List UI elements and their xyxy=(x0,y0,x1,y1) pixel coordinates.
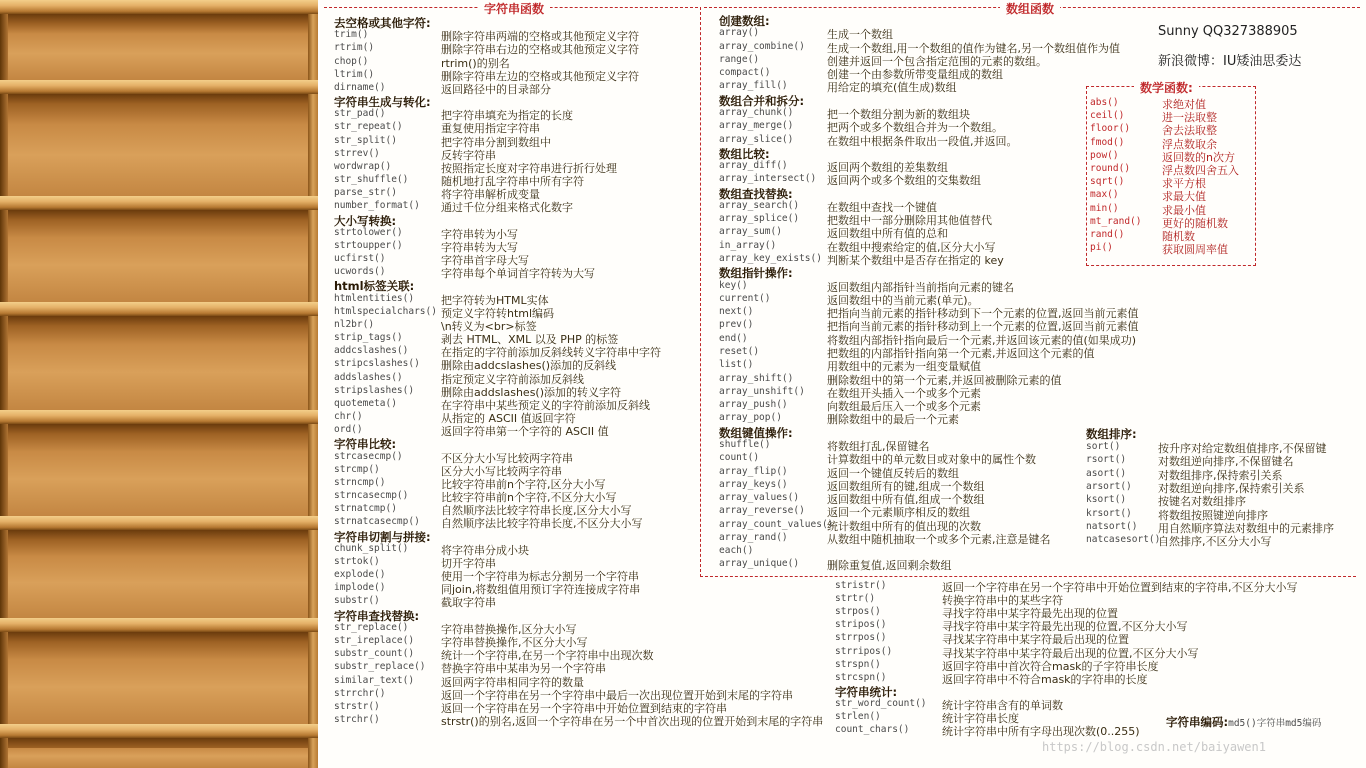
function-name: explode() xyxy=(334,569,386,581)
function-name: array_flip() xyxy=(719,465,788,477)
function-description: 对数组逆向排序,保持索引关系 xyxy=(1158,481,1305,495)
function-name: dirname() xyxy=(334,81,386,93)
function-description: 在数组中搜索给定的值,区分大小写 xyxy=(827,240,996,254)
function-name: sqrt() xyxy=(1090,176,1125,188)
function-description: 获取圆周率值 xyxy=(1162,243,1228,257)
function-name: substr() xyxy=(334,595,380,607)
function-name: array_slice() xyxy=(719,133,794,145)
function-description: 返回两个或多个数组的交集数组 xyxy=(827,174,981,188)
section-heading: 字符串统计: xyxy=(835,684,898,699)
function-name: strpos() xyxy=(835,606,881,618)
function-description: 寻找字符串中某字符最先出现的位置 xyxy=(942,607,1118,621)
function-name: array() xyxy=(719,27,760,39)
shelf-plank xyxy=(0,724,318,738)
function-name: strtolower() xyxy=(334,226,403,238)
function-description: 字符串每个单词首字符转为大写 xyxy=(441,267,595,281)
function-description: 从指定的 ASCII 值返回字符 xyxy=(441,412,576,426)
function-name: mt_rand() xyxy=(1090,215,1142,227)
function-description: 统计字符串长度 xyxy=(942,712,1019,725)
function-name: key() xyxy=(719,279,748,291)
function-name: array_pop() xyxy=(719,412,782,424)
section-heading: 数组查找替换: xyxy=(719,186,793,201)
string-encode-row xyxy=(1166,711,1321,730)
function-description: 统计数组中所有的值出现的次数 xyxy=(827,519,981,533)
function-description: 重复使用指定字符串 xyxy=(441,122,540,136)
function-name: fmod() xyxy=(1090,136,1125,148)
function-name: sort() xyxy=(1086,441,1121,452)
function-name: strstr() xyxy=(334,700,380,712)
function-description: 用自然顺序算法对数组中的元素排序 xyxy=(1158,521,1334,535)
function-name: substr_count() xyxy=(334,648,415,660)
function-description: 切开字符串 xyxy=(441,556,496,570)
function-description: 截取字符串 xyxy=(441,596,496,610)
function-description: 字符串转为小写 xyxy=(441,227,518,241)
function-name: str_word_count() xyxy=(835,697,927,709)
function-description: 计算数组中的单元数目或对象中的属性个数 xyxy=(827,453,1036,467)
function-name: rtrim() xyxy=(334,42,375,54)
function-description: 将数组内部指针指向最后一个元素,并返回该元素的值(如果成功) xyxy=(827,333,1137,347)
sort-heading: 数组排序: xyxy=(1086,427,1137,441)
function-name: array_unshift() xyxy=(719,385,805,397)
shelf-plank xyxy=(0,410,318,424)
function-name: array_keys() xyxy=(719,478,788,490)
function-description: 求平方根 xyxy=(1162,177,1206,191)
function-description: 将字符串分成小块 xyxy=(441,543,529,557)
function-name: array_splice() xyxy=(719,213,800,225)
function-description: 创建并返回一个包含指定范围的元素的数组。 xyxy=(827,54,1047,68)
function-description: 返回字符串第一个字符的 ASCII 值 xyxy=(441,425,609,439)
function-description: 返回一个元素顺序相反的数组 xyxy=(827,506,970,520)
shelf-cell xyxy=(8,316,308,410)
shelf-cell xyxy=(8,632,308,724)
function-description: 返回数组中所有值的总和 xyxy=(827,227,948,241)
function-description: 寻找字符串中某字符最先出现的位置,不区分大小写 xyxy=(942,620,1188,634)
function-description: 在数组中根据条件取出一段值,并返回。 xyxy=(827,134,1018,148)
section-heading: 去空格或其他字符: xyxy=(334,16,431,30)
php-function-cheatsheet xyxy=(320,0,1366,768)
function-description: 从数组中随机抽取一个或多个元素,注意是键名 xyxy=(827,532,1051,546)
function-description: 把指向当前元素的指针移动到下一个元素的位置,返回当前元素值 xyxy=(827,307,1139,321)
function-description: 比较字符串前n个字符,不区分大小写 xyxy=(441,491,617,505)
function-description: 删除由addcslashes()添加的反斜线 xyxy=(441,359,617,373)
function-name: htmlentities() xyxy=(334,292,415,304)
function-description: 返回数的n次方 xyxy=(1162,150,1235,164)
function-description: 替换字符串中某串为另一个字符串 xyxy=(441,662,606,676)
function-description: 返回一个键值反转后的数组 xyxy=(827,466,959,480)
function-description: 返回一个字符串在另一个字符串中开始位置到结束的字符串,不区分大小写 xyxy=(942,581,1298,594)
function-description: 字符串转为大写 xyxy=(441,240,518,254)
function-name: strrev() xyxy=(334,147,380,159)
function-name: strtr() xyxy=(835,593,876,605)
function-description: 删除字符串两端的空格或其他预定义字符 xyxy=(441,30,639,44)
function-name: strcasecmp() xyxy=(334,450,403,462)
shelf-plank xyxy=(0,618,318,632)
shelf-cell xyxy=(8,94,308,196)
function-name: chunk_split() xyxy=(334,542,409,554)
function-name: array_fill() xyxy=(719,80,788,92)
function-name: htmlspecialchars() xyxy=(334,305,437,317)
function-name: ucfirst() xyxy=(334,253,386,265)
function-description: 把数组的内部指针指向第一个元素,并返回这个元素的值 xyxy=(827,347,1095,360)
function-name: parse_str() xyxy=(334,187,397,199)
function-name: addcslashes() xyxy=(334,345,409,357)
function-description: 求绝对值 xyxy=(1162,98,1206,111)
function-name: each() xyxy=(719,545,754,557)
function-name: str_pad() xyxy=(334,108,386,120)
function-name: chop() xyxy=(334,55,369,67)
function-description: 统计一个字符串,在另一个字符串中出现次数 xyxy=(441,649,654,663)
section-heading: 数组合并和拆分: xyxy=(719,93,805,108)
math-functions-title: 数学函数: xyxy=(1134,79,1199,96)
function-name: ucwords() xyxy=(334,266,386,278)
function-description: 返回字符串中不符合mask的字符串的长度 xyxy=(942,672,1148,686)
function-name: shuffle() xyxy=(719,438,771,450)
function-description: 删除字符串左边的空格或其他预定义字符 xyxy=(441,69,639,83)
shelf-cell xyxy=(8,424,308,516)
function-description: 生成一个数组,用一个数组的值作为键名,另一个数组值作为值 xyxy=(827,41,1120,55)
function-name: strnatcmp() xyxy=(334,503,397,515)
function-description: 字符串替换操作,不区分大小写 xyxy=(441,635,588,649)
function-description: 生成一个数组 xyxy=(827,28,893,42)
function-description: rtrim()的别名 xyxy=(441,56,510,70)
section-heading: 数组键值操作: xyxy=(719,425,793,440)
function-name: count() xyxy=(719,452,760,464)
function-description: 进一法取整 xyxy=(1162,111,1217,125)
function-description: 求最大值 xyxy=(1162,190,1206,204)
function-description: 预定义字符转html编码 xyxy=(441,306,555,320)
function-name: array_reverse() xyxy=(719,505,805,517)
function-description: 同join,将数组值用预订字符连接成字符串 xyxy=(441,583,641,597)
function-description: 将数组打乱,保留键名 xyxy=(827,439,930,453)
function-description: 在数组中查找一个键值 xyxy=(827,200,937,214)
function-description: 删除数组中的最后一个元素 xyxy=(827,413,959,427)
function-description: 浮点数取余 xyxy=(1162,137,1217,151)
function-description: 删除字符串右边的空格或其他预定义字符 xyxy=(441,43,639,57)
function-name: strripos() xyxy=(835,645,893,657)
function-name: strrchr() xyxy=(334,687,386,699)
function-description: strstr()的别名,返回一个字符串在另一个中首次出现的位置开始到末尾的字符串 xyxy=(441,715,824,728)
csdn-watermark: https://blog.csdn.net/baiyawen1 xyxy=(1042,740,1266,754)
array-functions-title: 数组函数 xyxy=(1000,0,1060,17)
function-description: 字符串替换操作,区分大小写 xyxy=(441,622,577,636)
function-description: 使用一个字符串为标志分割另一个字符串 xyxy=(441,570,639,584)
function-name: pi() xyxy=(1090,242,1113,254)
function-name: str_ireplace() xyxy=(334,634,415,646)
function-description: 剥去 HTML、XML 以及 PHP 的标签 xyxy=(441,333,619,347)
function-name: ltrim() xyxy=(334,68,375,80)
function-name: strnatcasecmp() xyxy=(334,516,420,528)
string-encode-heading: 字符串编码: xyxy=(1166,715,1229,729)
function-description: 删除数组中的第一个元素,并返回被删除元素的值 xyxy=(827,373,1062,387)
shelf-cell xyxy=(8,210,308,302)
function-description: 统计字符串含有的单词数 xyxy=(942,698,1063,712)
function-name: trim() xyxy=(334,29,369,41)
shelf-cell xyxy=(8,530,308,618)
function-description: 在字符串中某些预定义的字符前添加反斜线 xyxy=(441,398,650,412)
function-description: 指定预定义字符前添加反斜线 xyxy=(441,372,584,386)
function-description: 按键名对数组排序 xyxy=(1158,495,1246,509)
section-heading: 字符串查找替换: xyxy=(334,608,420,623)
author-qq: Sunny QQ327388905 xyxy=(1158,24,1298,39)
function-description: 把字符串分割到数组中 xyxy=(441,135,551,149)
function-name: chr() xyxy=(334,411,363,423)
author-weibo: 新浪微博：IU矮油思委达 xyxy=(1158,54,1302,69)
function-name: min() xyxy=(1090,202,1119,214)
function-name: str_replace() xyxy=(334,621,409,633)
function-name: array_count_values() xyxy=(719,518,834,530)
function-name: array_chunk() xyxy=(719,106,794,118)
function-name: rand() xyxy=(1090,229,1125,240)
function-description: 不区分大小写比较两字符串 xyxy=(441,451,573,465)
function-name: natsort() xyxy=(1086,520,1138,532)
function-description: 返回一个字符串在另一个字符串中开始位置到结束的字符串 xyxy=(441,701,727,715)
function-description: 寻找某字符串中某字符最后出现的位置,不区分大小写 xyxy=(942,646,1199,660)
function-description: 向数组最后压入一个或多个元素 xyxy=(827,400,981,414)
shelf-plank xyxy=(0,80,318,94)
function-name: array_values() xyxy=(719,492,800,504)
function-name: reset() xyxy=(719,346,760,357)
function-name: implode() xyxy=(334,582,386,594)
shelf-plank xyxy=(0,516,318,530)
function-name: current() xyxy=(719,292,771,304)
shelf-plank xyxy=(0,302,318,316)
function-description: 在指定的字符前添加反斜线转义字符串中字符 xyxy=(441,346,661,360)
function-description: 创建一个由参数所带变量组成的数组 xyxy=(827,68,1003,82)
function-name: strtok() xyxy=(334,555,380,567)
function-name: array_rand() xyxy=(719,531,788,543)
function-name: substr_replace() xyxy=(334,661,426,673)
function-description: 用数组中的元素为一组变量赋值 xyxy=(827,360,981,374)
function-name: count_chars() xyxy=(835,724,910,736)
function-description: 返回两个数组的差集数组 xyxy=(827,161,948,175)
function-name: array_key_exists() xyxy=(719,253,822,265)
function-description: 舍去法取整 xyxy=(1162,124,1217,138)
function-description: 把字符转为HTML实体 xyxy=(441,293,549,307)
function-name: quotemeta() xyxy=(334,397,397,409)
function-name: compact() xyxy=(719,67,771,79)
function-name: array_sum() xyxy=(719,226,782,238)
function-name: range() xyxy=(719,53,760,65)
function-description: 返回数组所有的键,组成一个数组 xyxy=(827,479,985,493)
function-description: 按照指定长度对字符串进行折行处理 xyxy=(441,161,617,175)
function-description: 区分大小写比较两字符串 xyxy=(441,464,562,478)
function-description: 用给定的填充(值生成)数组 xyxy=(827,81,957,95)
function-description: 按升序对给定数组值排序,不保留键 xyxy=(1158,442,1327,455)
function-name: array_shift() xyxy=(719,372,794,384)
function-name: stripcslashes() xyxy=(334,358,420,370)
shelf-plank xyxy=(0,0,318,14)
function-description: 自然排序,不区分大小写 xyxy=(1158,535,1272,549)
function-description: 求最小值 xyxy=(1162,203,1206,217)
string-encode-text: md5()字符串md5编码 xyxy=(1228,718,1322,729)
function-description: 字符串首字母大写 xyxy=(441,254,529,268)
function-name: in_array() xyxy=(719,239,777,251)
shelf-cell xyxy=(8,14,308,80)
function-name: strlen() xyxy=(835,711,881,722)
function-name: abs() xyxy=(1090,97,1119,108)
function-name: floor() xyxy=(1090,123,1131,135)
function-description: 把数组中一部分删除用其他值替代 xyxy=(827,214,992,228)
function-name: array_merge() xyxy=(719,120,794,132)
function-name: similar_text() xyxy=(334,674,415,686)
function-description: 对数组逆向排序,不保留键名 xyxy=(1158,455,1294,469)
function-name: wordwrap() xyxy=(334,160,392,172)
function-description: 返回路径中的目录部分 xyxy=(441,82,551,96)
function-name: array_unique() xyxy=(719,558,800,570)
function-description: 统计字符串中所有字母出现次数(0..255) xyxy=(942,725,1140,739)
function-description: 寻找某字符串中某字符最后出现的位置 xyxy=(942,633,1129,647)
function-name: array_intersect() xyxy=(719,173,817,185)
function-description: 浮点数四舍五入 xyxy=(1162,164,1239,177)
function-description: 在数组开头插入一个或多个元素 xyxy=(827,386,981,400)
function-name: str_shuffle() xyxy=(334,174,409,186)
function-description: 删除重复值,返回剩余数组 xyxy=(827,559,952,573)
section-heading: 字符串比较: xyxy=(334,437,397,452)
function-name: krsort() xyxy=(1086,507,1132,519)
function-name: prev() xyxy=(719,319,754,331)
function-description: 比较字符串前n个字符,区分大小写 xyxy=(441,477,606,491)
function-description: 返回一个字符串在另一个字符串中最后一次出现位置开始到末尾的字符串 xyxy=(441,688,793,702)
function-description: 通过千位分组来格式化数字 xyxy=(441,201,573,215)
function-description: 返回数组内部指针当前指向元素的键名 xyxy=(827,280,1014,294)
function-name: max() xyxy=(1090,189,1119,201)
function-name: strtoupper() xyxy=(334,239,403,251)
function-description: 更好的随机数 xyxy=(1162,216,1228,230)
function-description: 删除由addslashes()添加的转义字符 xyxy=(441,385,622,399)
section-heading: 字符串切割与拼接: xyxy=(334,529,431,544)
section-heading: 数组比较: xyxy=(719,146,770,161)
function-name: array_combine() xyxy=(719,40,805,52)
function-description: \n转义为<br>标签 xyxy=(441,319,537,333)
function-description: 转换字符串中的某些字符 xyxy=(942,594,1063,608)
function-name: next() xyxy=(719,306,754,318)
function-description: 返回两字符串相同字符的数量 xyxy=(441,675,584,689)
section-heading: html标签关联: xyxy=(334,279,415,294)
function-name: strrpos() xyxy=(835,632,887,644)
section-heading: 字符串生成与转化: xyxy=(334,95,431,110)
function-name: str_repeat() xyxy=(334,121,403,133)
function-name: ord() xyxy=(334,424,363,436)
function-name: array_search() xyxy=(719,199,800,211)
function-name: str_split() xyxy=(334,134,397,146)
function-name: strncmp() xyxy=(334,476,386,488)
function-description: 自然顺序法比较字符串长度,区分大小写 xyxy=(441,504,632,518)
bookshelf-image xyxy=(0,0,318,768)
function-description: 将数组按照键逆向排序 xyxy=(1158,508,1268,522)
function-name: nl2br() xyxy=(334,318,375,330)
function-description: 随机地打乱字符串中所有字符 xyxy=(441,175,584,189)
function-description: 对数组排序,保持索引关系 xyxy=(1158,468,1283,482)
function-name: stripos() xyxy=(835,619,887,631)
function-name: natcasesort() xyxy=(1086,534,1161,546)
function-description: 随机数 xyxy=(1162,230,1195,243)
function-description: 返回数组中的当前元素(单元)。 xyxy=(827,293,979,307)
function-name: pow() xyxy=(1090,149,1119,161)
function-name: end() xyxy=(719,332,748,344)
function-description: 自然顺序法比较字符串长度,不区分大小写 xyxy=(441,517,643,531)
function-name: asort() xyxy=(1086,467,1127,479)
function-name: list() xyxy=(719,359,754,371)
function-description: 把两个或多个数组合并为一个数组。 xyxy=(827,121,1003,135)
function-description: 反转字符串 xyxy=(441,148,496,162)
function-name: addslashes() xyxy=(334,371,403,383)
function-name: stristr() xyxy=(835,580,887,591)
function-description: 将字符串解析成变量 xyxy=(441,188,540,202)
function-name: ksort() xyxy=(1086,494,1127,506)
section-heading: 数组指针操作: xyxy=(719,266,793,281)
function-name: strcmp() xyxy=(334,463,380,475)
function-name: arsort() xyxy=(1086,480,1132,492)
function-name: strcspn() xyxy=(835,671,887,683)
function-name: stripslashes() xyxy=(334,384,415,396)
section-heading: 大小写转换: xyxy=(334,213,397,228)
function-description: 把指向当前元素的指针移动到上一个元素的位置,返回当前元素值 xyxy=(827,320,1139,334)
function-name: strspn() xyxy=(835,658,881,670)
function-name: array_diff() xyxy=(719,160,788,172)
shelf-plank xyxy=(0,196,318,210)
function-description: 判断某个数组中是否存在指定的 key xyxy=(827,254,1004,268)
string-functions-title: 字符串函数 xyxy=(478,0,550,17)
function-name: array_push() xyxy=(719,399,788,411)
function-name: ceil() xyxy=(1090,110,1125,122)
function-name: round() xyxy=(1090,163,1131,174)
function-name: rsort() xyxy=(1086,454,1127,466)
function-name: strncasecmp() xyxy=(334,490,409,502)
function-description: 把字符串填充为指定的长度 xyxy=(441,109,573,123)
shelf-cell xyxy=(8,738,308,768)
section-heading: 创建数组: xyxy=(719,14,770,28)
function-description: 返回数组中所有值,组成一个数组 xyxy=(827,493,985,507)
function-description: 把一个数组分割为新的数组块 xyxy=(827,107,970,121)
function-description: 返回字符串中首次符合mask的子字符串长度 xyxy=(942,659,1159,673)
function-name: strchr() xyxy=(334,714,380,725)
function-name: number_format() xyxy=(334,200,420,212)
function-name: strip_tags() xyxy=(334,332,403,344)
